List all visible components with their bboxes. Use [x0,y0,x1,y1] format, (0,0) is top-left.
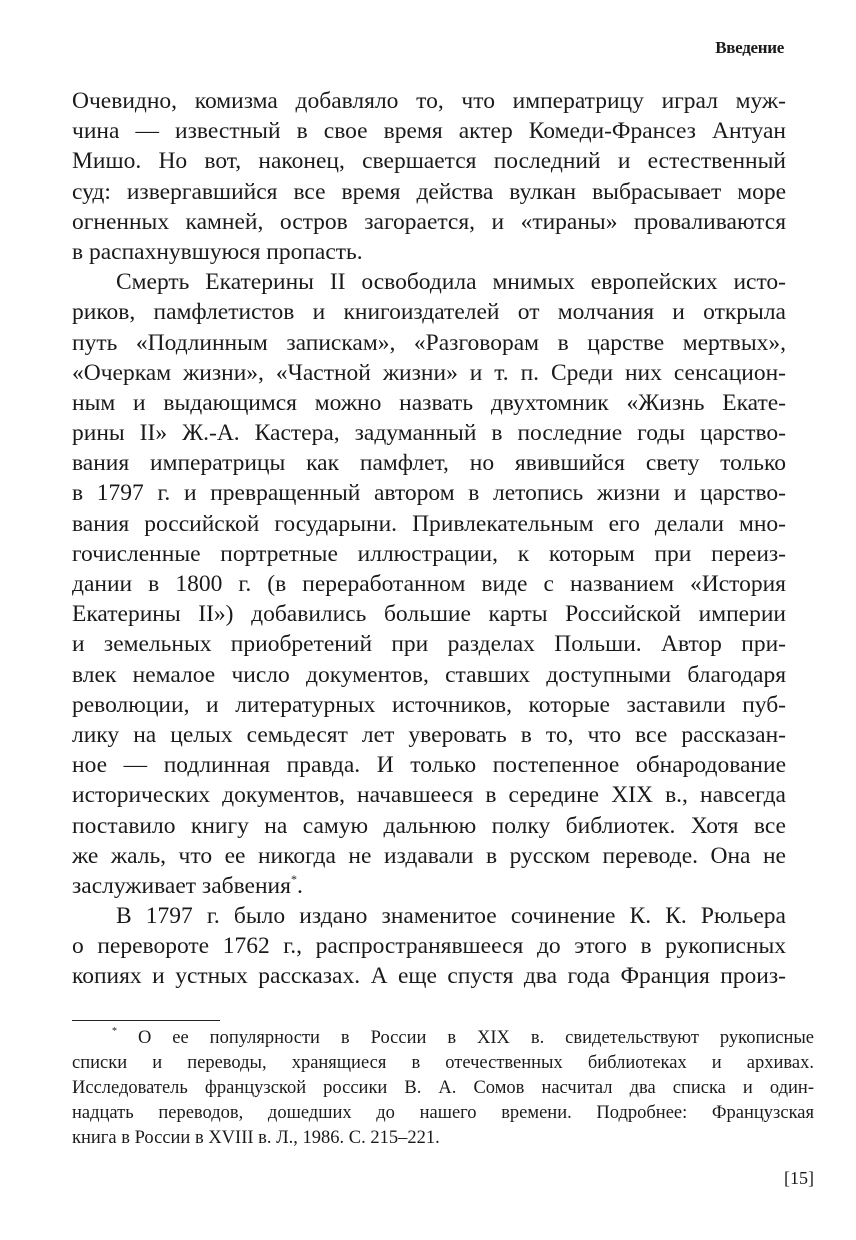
text-line: огненных камней, остров загорается, и «тираны» проваливаются [72,208,786,235]
text-line: ное — подлинная правда. И только постепенное обнародование [72,752,786,779]
text-line: копиях и устных рассказах. А еще спустя два года Франция произ- [72,963,786,990]
footnote-reference: * [290,871,297,886]
footnote-line-text: О ее популярности в России в XIX в. свидетельствуют рукописные [137,1028,814,1048]
page-number: [15] [784,1168,814,1188]
text-line: революции, и литературных источников, которые заставили пуб- [72,691,786,718]
paragraph [72,901,786,992]
text-line: «Очеркам жизни», «Частной жизни» и т. п. Среди них сенсацион- [72,359,786,386]
text-line: в 1797 г. и превращенный автором в летопись жизни и царство- [72,480,786,507]
text-line: о перевороте 1762 г., распространявшееся до этого в рукописных [72,933,786,960]
footnote-line: надцать переводов, дошедших до нашего времени. Подробнее: Французская [72,1103,814,1123]
paragraph [72,267,786,901]
main-text [72,86,786,992]
text-line [72,871,786,901]
footnote [72,1026,814,1151]
footnote-divider [72,1020,220,1021]
text-line: путь «Подлинным запискам», «Разговорам в царстве мертвых», [72,329,786,356]
text-line: чина — известный в свое время актер Комеди-Франсез Антуан [72,118,786,145]
footnote-line: книга в России в XVIII в. Л., 1986. С. 215–221. [72,1128,440,1148]
text-line: в распахнувшуюся пропасть. [72,238,363,265]
text-line: суд: извергавшийся все время действа вулкан выбрасывает море [72,178,786,205]
paragraph [72,86,786,267]
footnote-marker: * [112,1026,117,1037]
text-line: Смерть Екатерины II освободила мнимых европейских исто- [116,269,786,296]
footnote-line [72,1026,814,1051]
text-line: же жаль, что ее никогда не издавали в русском переводе. Она не [72,842,786,869]
text-line: Мишо. Но вот, наконец, свершается последний и естественный [72,148,786,175]
text-line: ным и выдающимся можно назвать двухтомник «Жизнь Екате- [72,389,786,416]
text-line: поставило книгу на самую дальнюю полку библиотек. Хотя все [72,812,786,839]
text-line: Екатерины II») добавились большие карты Российской империи [72,601,786,628]
text-line: лику на целых семьдесят лет уверовать в то, что все рассказан- [72,721,786,748]
text-line: риков, памфлетистов и книгоиздателей от молчания и открыла [72,299,786,326]
text-line-tail: . [296,872,303,899]
text-line: гочисленные портретные иллюстрации, к которым при переиз- [72,540,786,567]
text-line: влек немалое число документов, ставших доступными благодаря [72,661,786,688]
running-header: Введение [715,38,784,57]
footnote-line: списки и переводы, хранящиеся в отечественных библиотеках и архивах. [72,1053,814,1073]
text-line-content: заслуживает забвения [72,872,291,899]
text-line: дании в 1800 г. (в переработанном виде с названием «История [72,571,786,597]
text-line: Очевидно, комизма добавляло то, что императрицу играл муж- [72,88,786,114]
text-line: и земельных приобретений при разделах Польши. Автор при- [72,631,786,658]
text-line: рины II» Ж.-А. Кастера, задуманный в последние годы царство- [72,420,786,447]
text-line: вания императрицы как памфлет, но явившийся свету только [72,450,786,477]
footnote-line: Исследователь французской россики В. А. Сомов насчитал два списка и один- [72,1078,814,1098]
text-line: В 1797 г. было издано знаменитое сочинение К. К. Рюльера [116,903,786,930]
text-line: исторических документов, начавшееся в середине XIX в., навсегда [72,782,786,809]
text-line: вания российской государыни. Привлекательным его делали мно- [72,510,786,537]
